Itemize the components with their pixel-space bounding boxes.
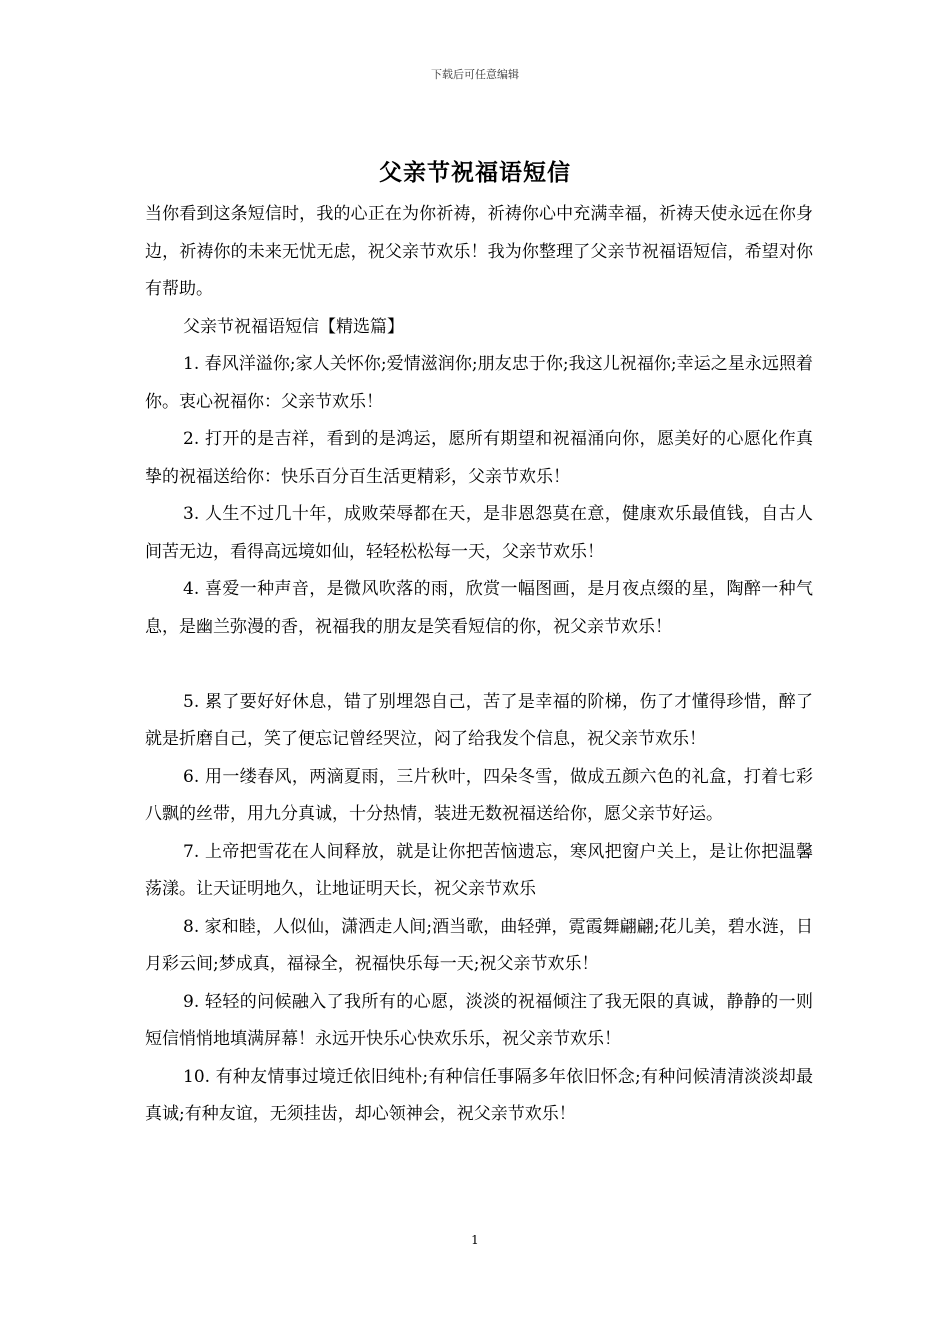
- list-item: 3. 人生不过几十年，成败荣辱都在天，是非恩怨莫在意，健康欢乐最值钱，自古人间苦无边，看得高远境如仙，轻轻松松每一天，父亲节欢乐！: [145, 504, 813, 562]
- document-body: [145, 196, 813, 1134]
- list-item: 4. 喜爱一种声音，是微风吹落的雨，欣赏一幅图画，是月夜点缀的星，陶醉一种气息，是幽兰弥漫的香，祝福我的朋友是笑看短信的你，祝父亲节欢乐！: [145, 579, 813, 637]
- page-number: 1: [471, 1233, 479, 1247]
- list-item: 9. 轻轻的问候融入了我所有的心愿，淡淡的祝福倾注了我无限的真诚，静静的一则短信悄悄地填满屏幕！永远开快乐心快欢乐乐，祝父亲节欢乐！: [145, 991, 813, 1049]
- document-title: 父亲节祝福语短信: [379, 159, 571, 186]
- intro-paragraph: 当你看到这条短信时，我的心正在为你祈祷，祈祷你心中充满幸福，祈祷天使永远在你身边，祈祷你的未来无忧无虑，祝父亲节欢乐！我为你整理了父亲节祝福语短信，希望对你有帮助。: [145, 204, 813, 299]
- list-item: 7. 上帝把雪花在人间释放，就是让你把苦恼遗忘，寒风把窗户关上，是让你把温馨荡漾。让天证明地久，让地证明天长，祝父亲节欢乐: [145, 841, 813, 899]
- list-item: 1. 春风洋溢你;家人关怀你;爱情滋润你;朋友忠于你;我这儿祝福你;幸运之星永远照着你。衷心祝福你：父亲节欢乐！: [145, 354, 813, 412]
- list-item: 6. 用一缕春风，两滴夏雨，三片秋叶，四朵冬雪，做成五颜六色的礼盒，打着七彩八飘的丝带，用九分真诚，十分热情，装进无数祝福送给你，愿父亲节好运。: [145, 766, 813, 824]
- list-item: 10. 有种友情事过境迁依旧纯朴;有种信任事隔多年依旧怀念;有种问候清清淡淡却最真诚;有种友谊，无须挂齿，却心领神会，祝父亲节欢乐！: [145, 1066, 813, 1124]
- section-heading: 父亲节祝福语短信【精选篇】: [183, 316, 404, 337]
- list-item: 5. 累了要好好休息，错了别埋怨自己，苦了是幸福的阶梯，伤了才懂得珍惜，醉了就是折磨自己，笑了便忘记曾经哭泣，闷了给我发个信息，祝父亲节欢乐！: [145, 691, 813, 749]
- list-item: 2. 打开的是吉祥，看到的是鸿运，愿所有期望和祝福涌向你，愿美好的心愿化作真挚的祝福送给你：快乐百分百生活更精彩，父亲节欢乐！: [145, 429, 813, 487]
- blank-line: [145, 646, 813, 684]
- list-item: 8. 家和睦，人似仙，潇洒走人间;酒当歌，曲轻弹，霓霞舞翩翩;花儿美，碧水涟，日月彩云间;梦成真，福禄全，祝福快乐每一天;祝父亲节欢乐！: [145, 916, 813, 974]
- download-note: 下载后可任意编辑: [431, 68, 519, 81]
